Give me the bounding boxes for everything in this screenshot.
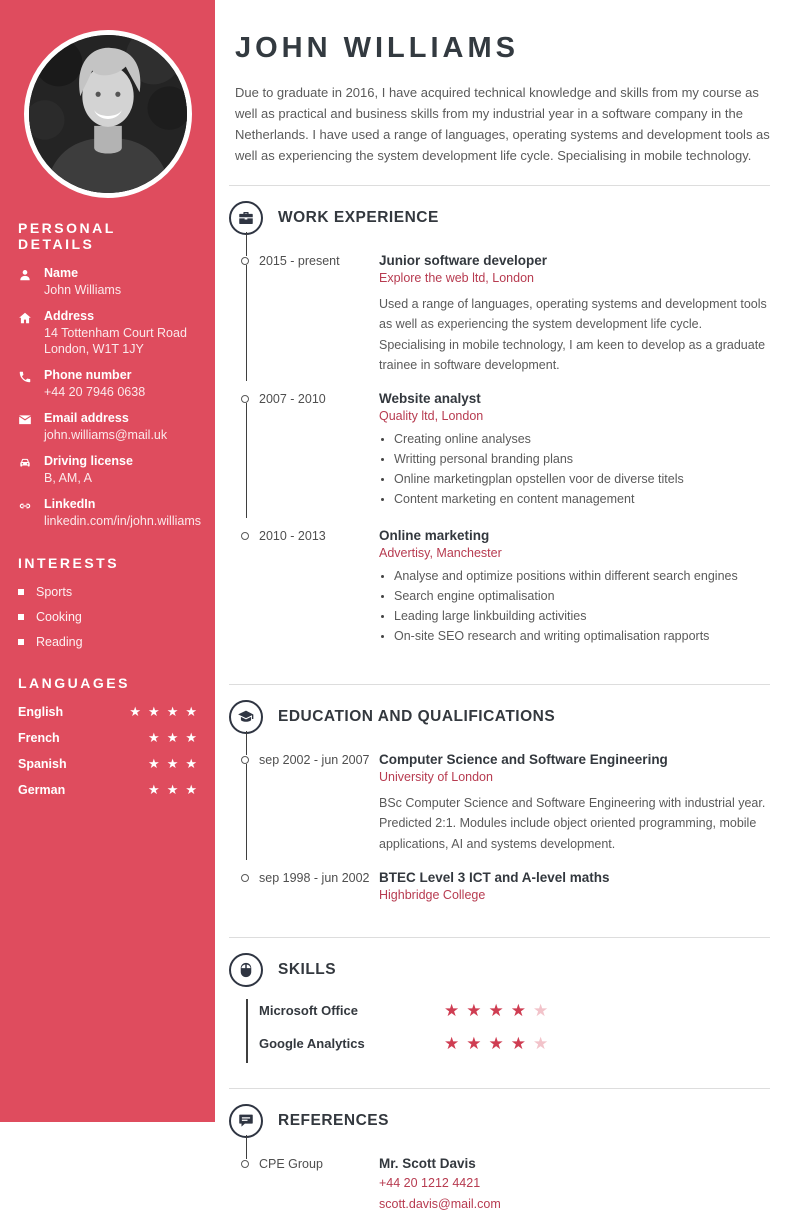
skills-section-header bbox=[229, 953, 770, 987]
detail-item-name bbox=[18, 266, 197, 298]
divider bbox=[229, 1088, 770, 1089]
timeline-marker-icon bbox=[241, 874, 249, 882]
timeline-column bbox=[229, 752, 259, 854]
language-row bbox=[18, 729, 197, 747]
timeline-column bbox=[229, 391, 259, 512]
interest-item bbox=[18, 635, 197, 649]
timeline-marker-icon bbox=[241, 395, 249, 403]
detail-value: +44 20 7946 0638 bbox=[44, 385, 146, 399]
reference-email: scott.davis@mail.com bbox=[379, 1197, 501, 1212]
computer-mouse-icon bbox=[229, 953, 263, 987]
email-icon bbox=[18, 411, 33, 443]
interest-item bbox=[18, 585, 197, 599]
star-icon: ★ bbox=[488, 1033, 504, 1053]
reference-company: CPE Group bbox=[259, 1156, 323, 1171]
references-section-header bbox=[229, 1104, 770, 1138]
reference-entries bbox=[229, 1148, 770, 1230]
interest-label: Reading bbox=[36, 635, 83, 649]
bullet-item: • Writting personal branding plans bbox=[394, 452, 770, 466]
detail-label: Address bbox=[44, 309, 95, 323]
language-row bbox=[18, 703, 197, 721]
entry-title: Junior software developer bbox=[379, 253, 548, 269]
section-work-experience bbox=[229, 201, 770, 665]
language-rating bbox=[141, 781, 197, 799]
star-icon: ★ bbox=[148, 730, 160, 745]
star-icon: ★ bbox=[510, 1000, 526, 1020]
square-bullet-icon bbox=[18, 639, 24, 645]
section-title: WORK EXPERIENCE bbox=[278, 209, 439, 227]
entry-period: sep 1998 - jun 2002 bbox=[259, 870, 370, 885]
skills-list bbox=[229, 997, 770, 1069]
star-icon: ★ bbox=[466, 1033, 482, 1053]
entry-period: 2007 - 2010 bbox=[259, 392, 326, 407]
star-icon: ★ bbox=[533, 1000, 549, 1020]
entry-organisation: Advertisy, Manchester bbox=[379, 546, 502, 561]
bullet-item: • Online marketingplan opstellen voor de diverse titels bbox=[394, 472, 770, 486]
bullet-item: • Search engine optimalisation bbox=[394, 589, 770, 603]
work-entries bbox=[229, 245, 770, 665]
entry-bullets bbox=[379, 432, 770, 506]
detail-value: john.williams@mail.uk bbox=[44, 428, 168, 442]
detail-label: Phone number bbox=[44, 368, 132, 382]
language-name: French bbox=[18, 731, 60, 745]
detail-label: Email address bbox=[44, 411, 129, 425]
bullet-item: • Leading large linkbuilding activities bbox=[394, 609, 770, 623]
profile-photo bbox=[24, 30, 192, 198]
home-icon bbox=[18, 309, 33, 357]
education-entries bbox=[229, 744, 770, 918]
skill-name: Microsoft Office bbox=[259, 1003, 358, 1019]
timeline-marker-icon bbox=[241, 257, 249, 265]
entry-organisation: Quality ltd, London bbox=[379, 409, 484, 424]
entry-title: Online marketing bbox=[379, 528, 490, 544]
star-icon: ★ bbox=[148, 756, 160, 771]
star-icon: ★ bbox=[166, 704, 179, 719]
timeline-column bbox=[229, 870, 259, 902]
star-icon: ★ bbox=[185, 704, 197, 719]
language-row bbox=[18, 781, 197, 799]
language-row bbox=[18, 755, 197, 773]
speech-bubble-icon bbox=[229, 1104, 263, 1138]
timeline-column bbox=[229, 253, 259, 375]
language-name: German bbox=[18, 783, 66, 797]
star-icon: ★ bbox=[533, 1033, 549, 1053]
cv-name: JOHN WILLIAMS bbox=[235, 32, 519, 64]
bullet-item: • Analyse and optimize positions within different search engines bbox=[394, 569, 770, 583]
language-rating bbox=[122, 703, 197, 721]
work-entry bbox=[229, 391, 770, 528]
bullet-item: • On-site SEO research and writing optimalisation rapports bbox=[394, 629, 770, 643]
skill-row bbox=[259, 1001, 770, 1021]
detail-label: Driving license bbox=[44, 454, 133, 468]
interests-heading: INTERESTS bbox=[18, 555, 120, 571]
language-rating bbox=[141, 755, 197, 773]
entry-organisation: Highbridge College bbox=[379, 887, 486, 902]
cv-summary: Due to graduate in 2016, I have acquired technical knowledge and skills from my course as well as practical and business skills from my industrial year in a software company in the Netherlands. I have used a range of languages, operating systems and development tools as well as experiencing the system development life cycle. Specialising in mobile technology. bbox=[235, 85, 770, 164]
sidebar bbox=[0, 0, 215, 1122]
entry-period: 2010 - 2013 bbox=[259, 529, 326, 544]
interest-label: Cooking bbox=[36, 610, 82, 624]
detail-label: Name bbox=[44, 266, 79, 280]
entry-organisation: Explore the web ltd, London bbox=[379, 271, 534, 286]
detail-value: London, W1T 1JY bbox=[44, 342, 144, 356]
education-entry bbox=[229, 752, 770, 870]
section-title: SKILLS bbox=[278, 960, 337, 978]
square-bullet-icon bbox=[18, 614, 24, 620]
briefcase-icon bbox=[229, 201, 263, 235]
star-icon: ★ bbox=[510, 1033, 526, 1053]
main-content bbox=[215, 0, 793, 1212]
divider bbox=[229, 684, 770, 685]
star-icon: ★ bbox=[166, 730, 179, 745]
star-icon: ★ bbox=[488, 1000, 504, 1020]
entry-organisation: University of London bbox=[379, 770, 493, 785]
interest-label: Sports bbox=[36, 585, 73, 599]
bullet-item: • Creating online analyses bbox=[394, 432, 770, 446]
detail-item-driving-license bbox=[18, 454, 197, 486]
star-icon: ★ bbox=[185, 756, 197, 771]
divider bbox=[229, 937, 770, 938]
entry-title: BTEC Level 3 ICT and A-level maths bbox=[379, 869, 610, 885]
square-bullet-icon bbox=[18, 589, 24, 595]
star-icon: ★ bbox=[148, 782, 160, 797]
skill-rating bbox=[444, 1001, 555, 1021]
education-entry bbox=[229, 870, 770, 918]
reference-phone: +44 20 1212 4421 bbox=[379, 1175, 481, 1190]
personal-details-heading: PERSONAL DETAILS bbox=[18, 220, 116, 252]
section-references bbox=[229, 1104, 770, 1230]
skill-name: Google Analytics bbox=[259, 1036, 365, 1052]
link-icon bbox=[18, 497, 33, 529]
languages-heading: LANGUAGES bbox=[18, 675, 130, 691]
detail-value: John Williams bbox=[44, 283, 122, 297]
work-entry bbox=[229, 253, 770, 391]
language-name: English bbox=[18, 705, 64, 719]
skill-rating bbox=[444, 1034, 555, 1054]
star-icon: ★ bbox=[444, 1033, 460, 1053]
detail-item-email bbox=[18, 411, 197, 443]
star-icon: ★ bbox=[148, 704, 160, 719]
star-icon: ★ bbox=[129, 704, 142, 719]
reference-name: Mr. Scott Davis bbox=[379, 1155, 476, 1171]
section-skills bbox=[229, 953, 770, 1069]
language-rating bbox=[141, 729, 197, 747]
star-icon: ★ bbox=[166, 756, 179, 771]
divider bbox=[229, 185, 770, 186]
star-icon: ★ bbox=[185, 730, 197, 745]
section-title: REFERENCES bbox=[278, 1111, 389, 1129]
timeline-marker-icon bbox=[241, 1160, 249, 1168]
skill-row bbox=[259, 1034, 770, 1054]
work-section-header bbox=[229, 201, 770, 235]
education-section-header bbox=[229, 700, 770, 734]
detail-item-address bbox=[18, 309, 197, 357]
star-icon: ★ bbox=[185, 782, 197, 797]
reference-entry bbox=[229, 1156, 770, 1230]
detail-value: 14 Tottenham Court Road bbox=[44, 326, 187, 340]
entry-title: Computer Science and Software Engineering bbox=[379, 752, 668, 768]
user-icon bbox=[18, 266, 33, 298]
detail-label: LinkedIn bbox=[44, 497, 96, 511]
bullet-item: • Content marketing en content management bbox=[394, 492, 770, 506]
entry-period: 2015 - present bbox=[259, 254, 340, 269]
star-icon: ★ bbox=[166, 782, 179, 797]
entry-title: Website analyst bbox=[379, 391, 481, 407]
detail-value: linkedin.com/in/john.williams bbox=[44, 514, 202, 528]
section-education bbox=[229, 700, 770, 918]
work-entry bbox=[229, 528, 770, 665]
detail-item-linkedin bbox=[18, 497, 202, 529]
timeline-marker-icon bbox=[241, 756, 249, 764]
star-icon: ★ bbox=[466, 1000, 482, 1020]
entry-bullets bbox=[379, 569, 770, 643]
phone-icon bbox=[18, 368, 33, 400]
timeline-marker-icon bbox=[241, 532, 249, 540]
timeline-column bbox=[229, 1156, 259, 1214]
entry-period: sep 2002 - jun 2007 bbox=[259, 753, 370, 768]
timeline-column bbox=[229, 528, 259, 649]
graduation-cap-icon bbox=[229, 700, 263, 734]
detail-value: B, AM, A bbox=[44, 471, 92, 485]
section-title: EDUCATION AND QUALIFICATIONS bbox=[278, 708, 556, 726]
detail-item-phone bbox=[18, 368, 197, 400]
star-icon: ★ bbox=[444, 1000, 460, 1020]
car-icon bbox=[18, 454, 33, 486]
language-name: Spanish bbox=[18, 757, 67, 771]
profile-photo-image bbox=[29, 35, 187, 193]
interest-item bbox=[18, 610, 197, 624]
entry-description: Used a range of languages, operating systems and development tools as well as experiencing the system development life cycle. Specialising in mobile technology, I am keen to develop as a graduate trainee in software development. bbox=[379, 297, 767, 372]
entry-description: BSc Computer Science and Software Engineering with industrial year. Predicted 2:1. Modules include object oriented programming, mobile applications, AI and systems development. bbox=[379, 796, 766, 851]
